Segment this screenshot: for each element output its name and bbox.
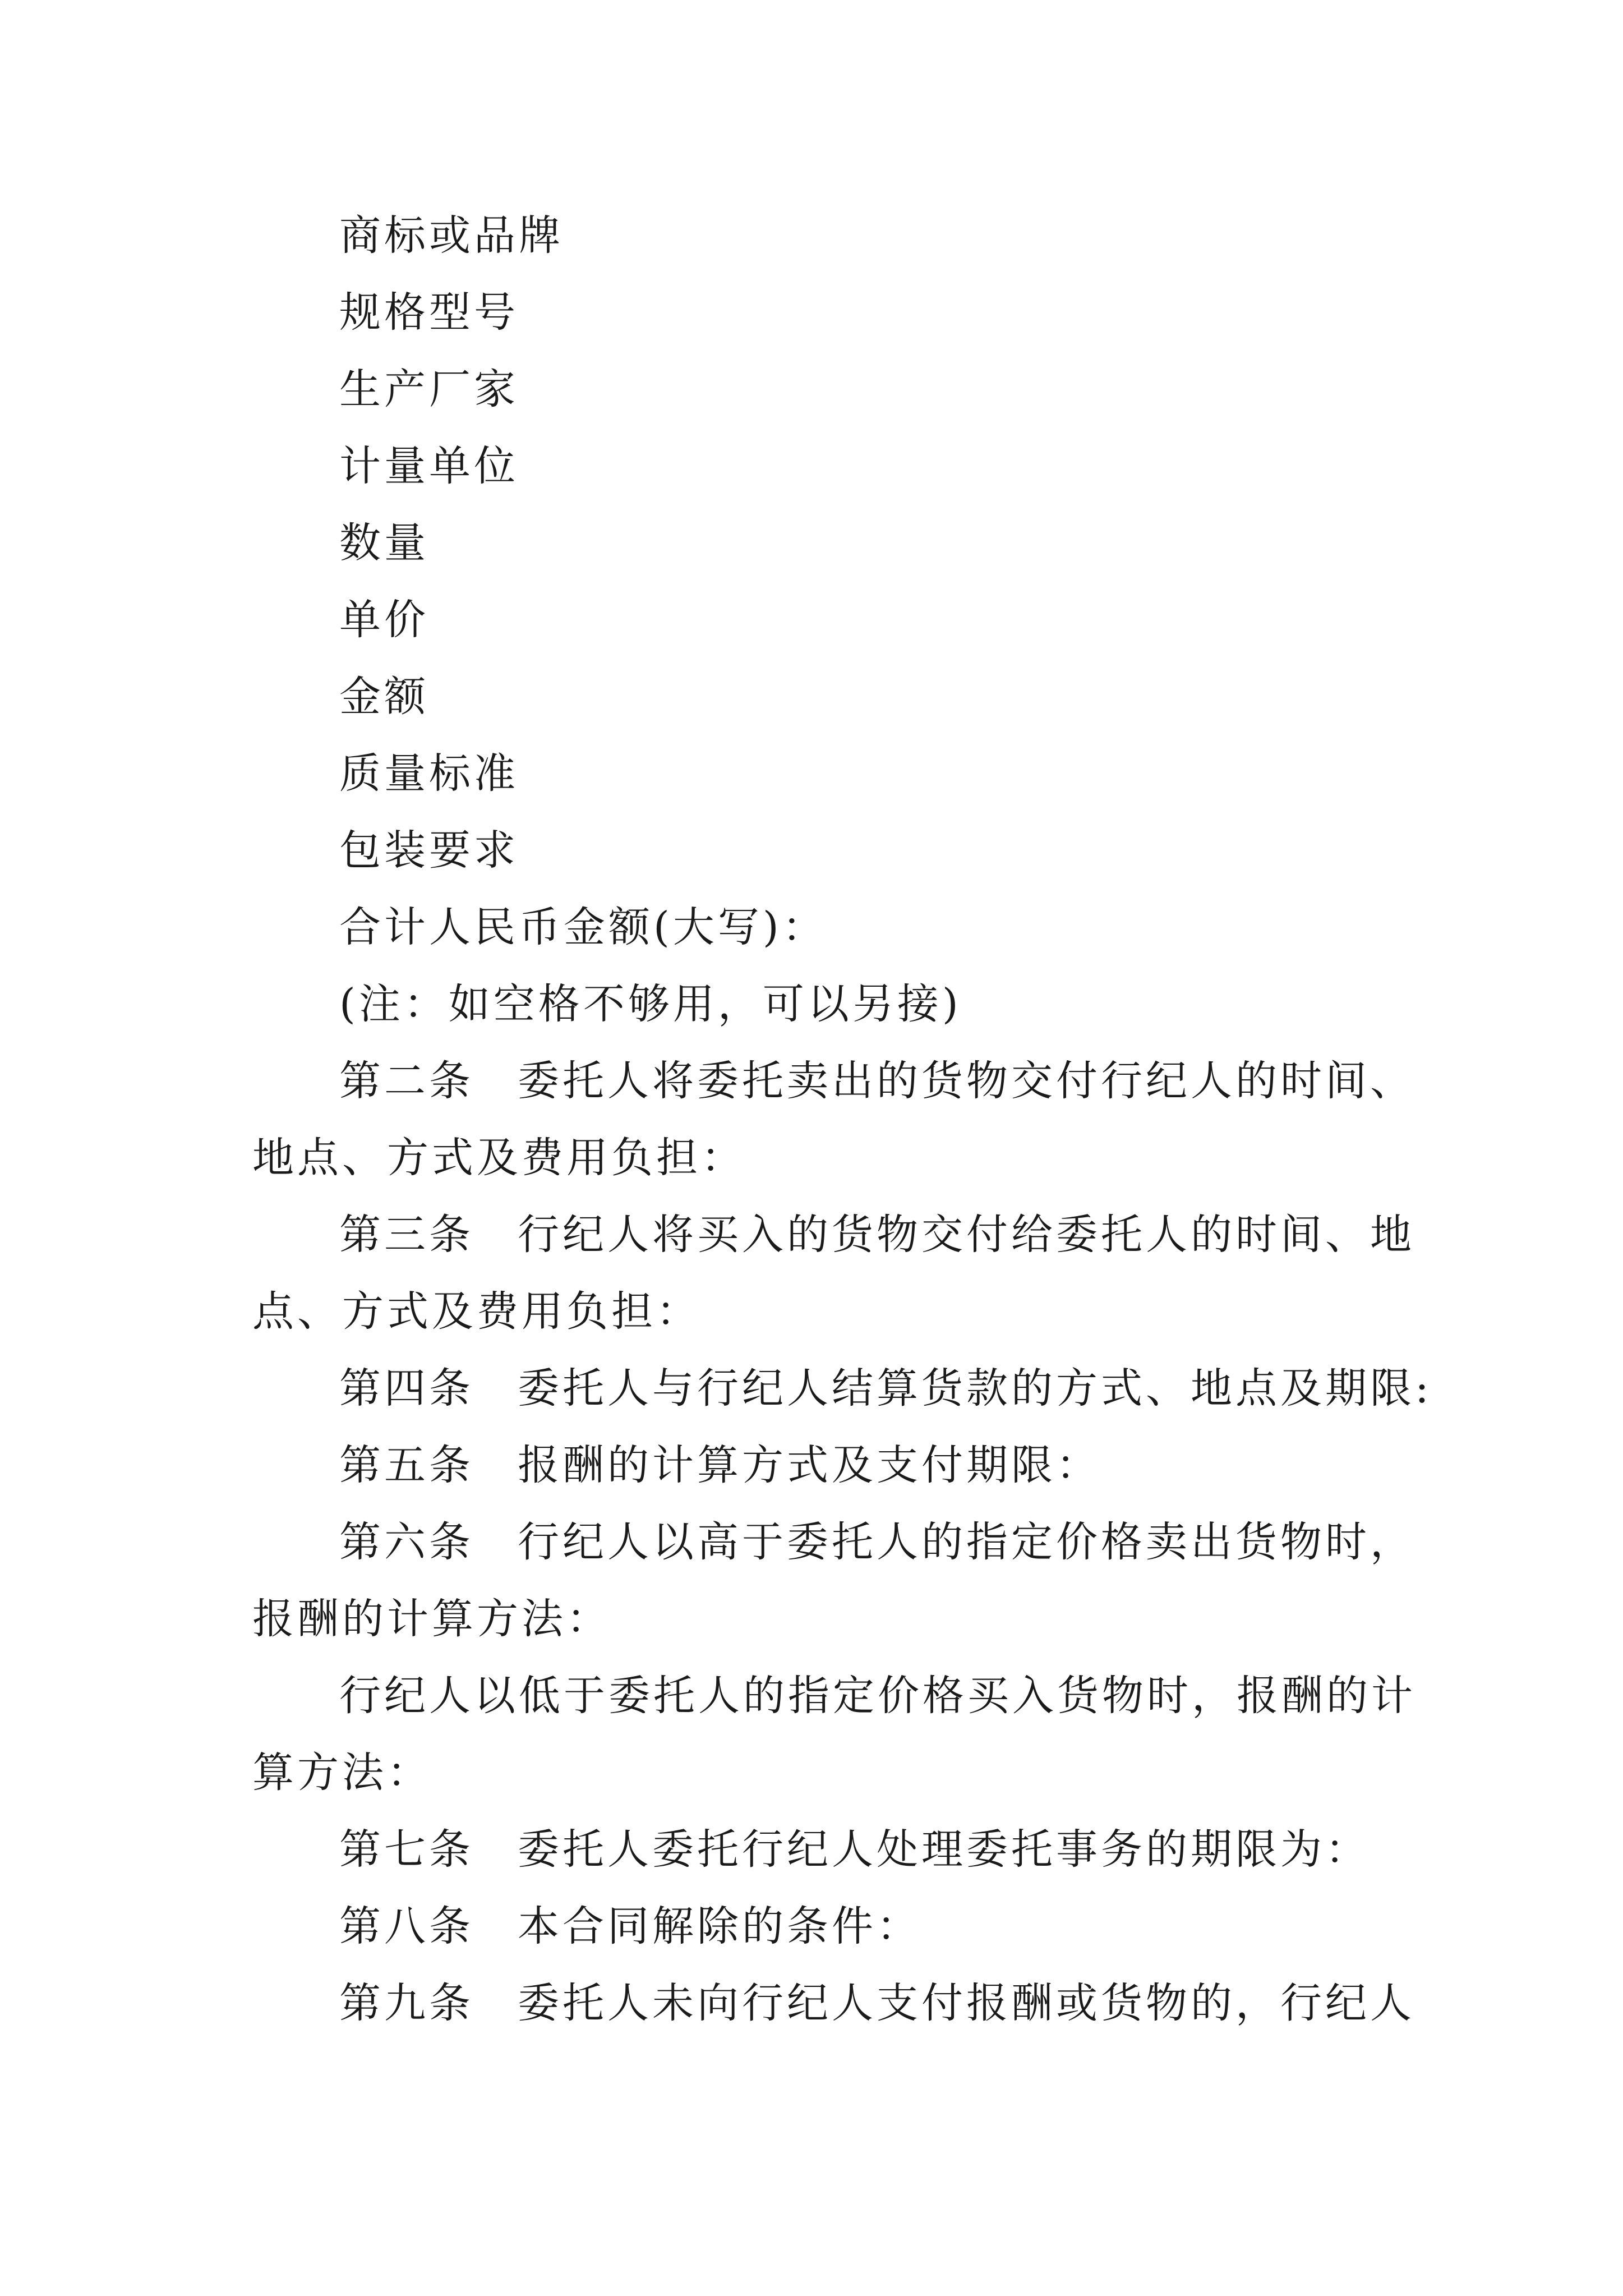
line-text: 报酬的计算方法： (252, 1594, 611, 1643)
article-6-second-continuation (252, 1731, 1380, 1807)
line-text: 规格型号 (339, 288, 519, 337)
line-trademark (252, 194, 1380, 270)
line-packaging (252, 808, 1380, 885)
article-text: 报酬的计算方式及支付期限： (518, 1441, 1101, 1489)
line-text: 计量单位 (339, 441, 519, 490)
article-label: 第二条 (339, 1056, 474, 1105)
line-note (252, 962, 1380, 1039)
article-text: 本合同解除的条件： (518, 1902, 921, 1950)
article-4 (252, 1346, 1432, 1423)
article-text: 委托人未向行纪人支付报酬或货物的，行纪人 (518, 1978, 1415, 2027)
article-2-continuation (252, 1116, 1380, 1193)
line-text: 生产厂家 (339, 365, 519, 413)
article-label: 第三条 (339, 1210, 474, 1259)
article-label: 第四条 (339, 1364, 474, 1412)
article-text: 委托人与行纪人结算货款的方式、地点及期限: (518, 1364, 1432, 1412)
line-quantity (252, 501, 1380, 578)
line-text: 行纪人以低于委托人的指定价格买入货物时，报酬的计 (339, 1671, 1416, 1720)
line-manufacturer (252, 347, 1380, 424)
article-8 (252, 1884, 1380, 1961)
article-6-second-clause (252, 1654, 1416, 1731)
line-text: 合计人民币金额(大写)： (339, 903, 827, 951)
article-6-continuation (252, 1577, 1380, 1654)
line-text: 单价 (339, 595, 429, 644)
article-label: 第六条 (339, 1517, 474, 1566)
line-amount (252, 655, 1380, 731)
contract-text-body (252, 194, 1432, 2038)
line-text: 质量标准 (339, 749, 519, 798)
line-text: 商标或品牌 (339, 211, 564, 260)
article-label: 第五条 (339, 1441, 474, 1489)
article-6 (252, 1500, 1415, 1577)
line-text: 算方法： (252, 1748, 432, 1797)
line-total-amount (252, 885, 1380, 962)
article-3 (252, 1193, 1415, 1269)
article-label: 第八条 (339, 1902, 474, 1950)
article-label: 第七条 (339, 1825, 474, 1874)
line-quality-standard (252, 731, 1380, 808)
article-text: 行纪人以高于委托人的指定价格卖出货物时， (518, 1517, 1415, 1566)
line-text: 包装要求 (339, 826, 519, 875)
article-label: 第九条 (339, 1978, 474, 2027)
line-text: (注：如空格不够用，可以另接) (339, 979, 962, 1028)
line-text: 金额 (339, 672, 429, 721)
line-text: 数量 (339, 518, 429, 567)
line-model (252, 270, 1380, 347)
article-text: 委托人将委托卖出的货物交付行纪人的时间、 (518, 1056, 1415, 1105)
line-unit (252, 424, 1380, 501)
line-text: 点、方式及费用负担： (252, 1287, 701, 1336)
article-2 (252, 1039, 1415, 1116)
line-text: 地点、方式及费用负担： (252, 1133, 746, 1182)
article-text: 行纪人将买入的货物交付给委托人的时间、地 (518, 1210, 1415, 1259)
article-5 (252, 1423, 1380, 1500)
article-text: 委托人委托行纪人处理委托事务的期限为： (518, 1825, 1370, 1874)
article-3-continuation (252, 1269, 1380, 1346)
article-9 (252, 1961, 1415, 2038)
line-unit-price (252, 578, 1380, 655)
article-7 (252, 1807, 1380, 1884)
